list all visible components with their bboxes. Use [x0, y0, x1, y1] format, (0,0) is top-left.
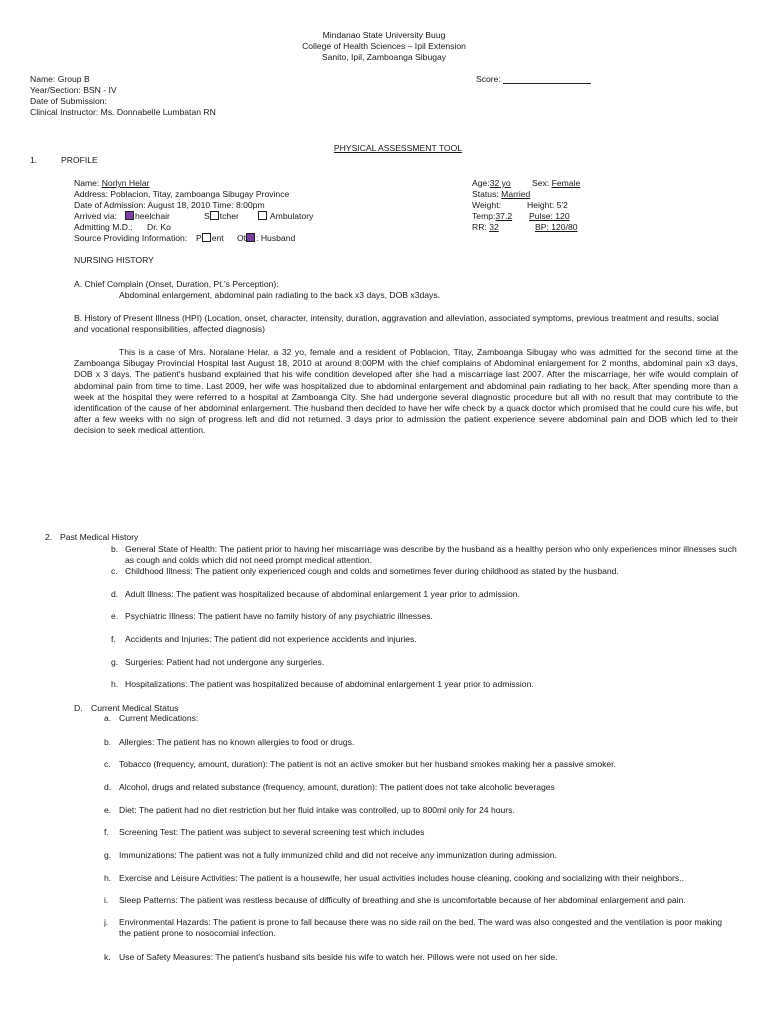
- list-item-text: Screening Test: The patient was subject to several screening test which includes: [119, 827, 425, 837]
- sex-label: Sex:: [532, 178, 550, 188]
- arrived-wheelchair: [125, 211, 170, 222]
- nursing-history-heading: NURSING HISTORY: [74, 255, 154, 265]
- rr-field: [472, 222, 499, 233]
- list-item-text: Allergies: The patient has no known allergies to food or drugs.: [119, 737, 355, 747]
- stretcher-label-end: tcher: [219, 211, 239, 221]
- patient-name-value: Norlyn Helar: [101, 178, 150, 188]
- source-info-label: Source Providing Information:: [74, 233, 188, 243]
- college-name: College of Health Sciences – Ipil Extension: [302, 41, 466, 51]
- admitting-md-label: Admitting M.D.:: [74, 222, 133, 232]
- stretcher-label-start: S: [204, 211, 210, 221]
- status-value: Married: [501, 189, 531, 199]
- source-patient-start: P: [196, 233, 202, 243]
- list-item-letter: e.: [104, 805, 112, 815]
- university-name: Mindanao State University Buug: [322, 30, 446, 40]
- list-item-letter: j.: [104, 917, 109, 927]
- score-label: Score:: [476, 74, 501, 84]
- hpi-text: This is a case of Mrs. Noralane Helar, a 32 yo, female and a resident of Poblacion, Titay, Zamboanga Sibugay who was admitted for the second time at the Zamboanga Sibugay Provincial Hospital last August 18, 2010 at around 8:00PM with the chief complains of Abdominal enlargement for 2 months, abdominal pain x3 days, DOB x 3 days. The patient's husband explained that his wife condition developed after she had a miscarriage last 2007. After the miscarriage, her wife would complain of abdominal pain from time to time. Last 2009, her wife was hospitalized due to abdominal enlargement and abdominal pain radiating to her back. After spending more than a week at the hospital they were referred to a hospital at Zamboanga City. She had undergone several diagnostic procedure but all with no result that may contribute to the identification of the cause of her abdominal enlargement. The husband then decided to have her wife check by a quack doctor which promised that he could cure his wife, but after a few weeks with no sign of progress left and did not returned. 3 days prior to admission the patient experience severe abdominal pain and DOB which led to their decision to seek medical attention.: [74, 347, 738, 436]
- profile-heading: PROFILE: [61, 155, 98, 165]
- profile-number: 1.: [30, 155, 38, 165]
- list-item-letter: b.: [111, 544, 119, 554]
- list-item-letter: f.: [111, 634, 116, 644]
- list-item-letter: d.: [111, 589, 119, 599]
- arrived-ambulatory: [258, 211, 313, 222]
- arrived-via-label: Arrived via:: [74, 211, 117, 221]
- list-item-letter: c.: [111, 566, 118, 576]
- list-item-text: General State of Health: The patient prior to having her miscarriage was describe by the husband as a healthy person who only experiences minor illnesses such as cough and colds which did not need prompt medical attention.: [125, 544, 737, 566]
- source-patient: [196, 233, 224, 244]
- list-item-text: Alcohol, drugs and related substance (frequency, amount, duration): The patient does not take alcoholic beverages: [119, 782, 555, 792]
- list-item-text: Accidents and Injuries: The patient did not experience accidents and injuries.: [125, 634, 417, 644]
- list-item-text: Surgeries: Patient had not undergone any surgeries.: [125, 657, 325, 667]
- list-item-letter: d.: [104, 782, 112, 792]
- rr-value: 32: [489, 222, 499, 232]
- arrived-stretcher: [204, 211, 239, 222]
- sex-value: Female: [551, 178, 581, 188]
- group-name: Name: Group B: [30, 74, 90, 84]
- patient-name-label: Name:: [74, 178, 100, 188]
- hpi-label: B. History of Present Illness (HPI) (Location, onset, character, intensity, duration, aggravation and alleviation, associated symptoms, previous treatment and results, social and vocational responsibilities, affected diagnosis): [74, 313, 719, 335]
- list-item-text: Use of Safety Measures: The patient's husband sits beside his wife to watch her. Pillows were not used on her side.: [119, 952, 558, 962]
- other-checkbox[interactable]: [246, 233, 255, 242]
- past-medical-heading: Past Medical History: [60, 532, 139, 542]
- list-item-letter: h.: [104, 873, 112, 883]
- temp-field: [472, 211, 512, 222]
- sex-field: [532, 178, 580, 189]
- chief-complaint-text: Abdominal enlargement, abdominal pain radiating to the back x3 days, DOB x3days.: [119, 290, 441, 300]
- source-other: [237, 233, 295, 244]
- list-item-letter: a.: [104, 713, 112, 723]
- past-medical-number: 2.: [45, 532, 53, 542]
- list-item-text: Childhood Illness: The patient only experienced cough and colds and sometimes fever during childhood as stated by the husband.: [125, 566, 619, 576]
- temp-value: 37.2: [495, 211, 513, 221]
- list-item-letter: h.: [111, 679, 119, 689]
- weight-label: Weight:: [472, 200, 501, 210]
- list-item-text: Diet: The patient had no diet restriction but her fluid intake was controlled, up to 800ml only for 24 hours.: [119, 805, 515, 815]
- status-field: [472, 189, 530, 200]
- age-value: 32 yo: [489, 178, 511, 188]
- current-medical-letter: D.: [74, 703, 83, 713]
- admission-date: Date of Admission: August 18, 2010 Time: 8:00pm: [74, 200, 265, 210]
- source-other-label: Ot: [237, 233, 247, 243]
- page-title: PHYSICAL ASSESSMENT TOOL: [333, 143, 463, 153]
- list-item-text: Exercise and Leisure Activities: The patient is a housewife, her usual activities includes house cleaning, cooking and socializing with their neighbors..: [119, 873, 684, 883]
- bp-field: BP: 120/80: [535, 222, 578, 232]
- list-item-letter: g.: [111, 657, 119, 667]
- list-item-letter: f.: [104, 827, 109, 837]
- patient-checkbox[interactable]: [202, 233, 211, 242]
- clinical-instructor: Clinical Instructor: Ms. Donnabelle Lumbatan RN: [30, 107, 216, 117]
- list-item-text: Environmental Hazards: The patient is prone to fall because there was no side rail on the bed. The ward was also congested and the ventilation is poor making the patient prone to nosocomial infection.: [119, 917, 723, 939]
- source-patient-end: ent: [211, 233, 224, 243]
- list-item-text: Tobacco (frequency, amount, duration): The patient is not an active smoker but her husband smokes making her a passive smoker.: [119, 759, 616, 769]
- temp-label: Temp:: [472, 211, 496, 221]
- age-field: [472, 178, 511, 189]
- list-item-letter: g.: [104, 850, 112, 860]
- list-item-text: Current Medications:: [119, 713, 199, 723]
- list-item-text: Hospitalizations: The patient was hospitalized because of abdominal enlargement 1 year prior to admission.: [125, 679, 534, 689]
- ambulatory-checkbox[interactable]: [258, 211, 267, 220]
- score-blank: [503, 74, 591, 84]
- list-item-letter: i.: [104, 895, 109, 905]
- list-item-letter: b.: [104, 737, 112, 747]
- list-item-letter: c.: [104, 759, 111, 769]
- admitting-md-value: Dr. Ko: [147, 222, 171, 232]
- status-label: Status:: [472, 189, 499, 199]
- list-item-letter: k.: [104, 952, 111, 962]
- wheelchair-label: heelchair: [135, 211, 170, 221]
- date-submission: Date of Submission:: [30, 96, 107, 106]
- year-section: Year/Section: BSN - IV: [30, 85, 117, 95]
- stretcher-checkbox[interactable]: [210, 211, 219, 220]
- chief-complaint-label: A. Chief Complain (Onset, Duration, Pt.'s Perception):: [74, 279, 279, 289]
- list-item-text: Immunizations: The patient was not a fully immunized child and did not receive any immunization during admission.: [119, 850, 557, 860]
- pulse-field: Pulse: 120: [529, 211, 570, 221]
- college-address: Sanito, Ipil, Zamboanga Sibugay: [321, 52, 447, 62]
- source-other-value: : Husband: [256, 233, 296, 243]
- current-medical-heading: Current Medical Status: [91, 703, 179, 713]
- patient-name-row: [74, 178, 149, 189]
- score-field: [476, 74, 591, 85]
- age-label: Age:: [472, 178, 490, 188]
- list-item-text: Adult Illness: The patient was hospitalized because of abdominal enlargement 1 year prior to admission.: [125, 589, 520, 599]
- list-item-text: Sleep Patterns: The patient was restless because of difficulty of breathing and she is uncomfortable because of her abdominal enlargement and pain.: [119, 895, 686, 905]
- list-item-text: Psychiatric Illness: The patient have no family history of any psychiatric illnesses.: [125, 611, 433, 621]
- list-item-letter: e.: [111, 611, 119, 621]
- patient-address: Address: Poblacion, Titay, zamboanga Sibugay Province: [74, 189, 290, 199]
- height-field: Height: 5'2: [527, 200, 568, 210]
- ambulatory-label: Ambulatory: [269, 211, 314, 221]
- wheelchair-checkbox[interactable]: [125, 211, 134, 220]
- rr-label: RR:: [472, 222, 487, 232]
